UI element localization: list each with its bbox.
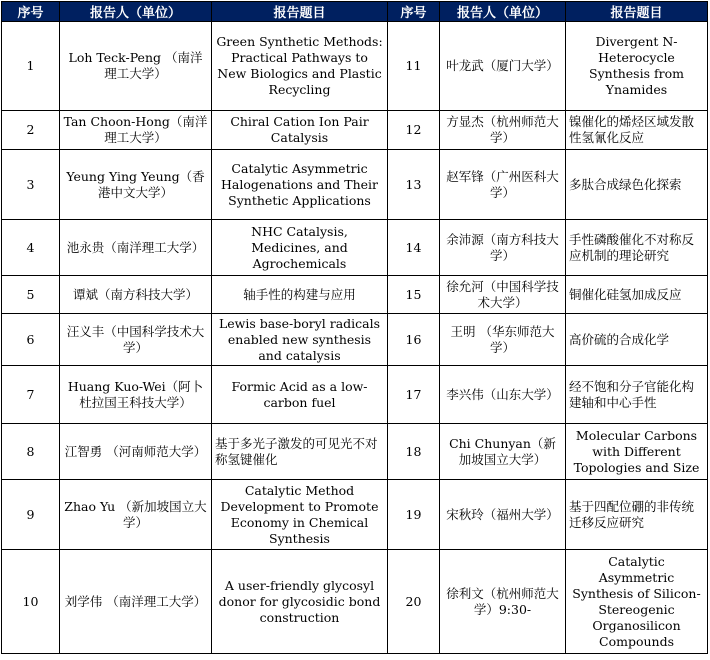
row-number: 13 xyxy=(388,150,440,220)
reporter-cell: 池永贵（南洋理工大学） xyxy=(60,220,212,276)
talk-title: 镍催化的烯烃区域发散性氢氰化反应 xyxy=(566,111,708,150)
header-title: 报告题目 xyxy=(566,2,708,22)
row-number: 4 xyxy=(2,220,60,276)
header-no: 序号 xyxy=(2,2,60,22)
table-row xyxy=(2,550,708,654)
table-row xyxy=(2,111,708,150)
reporter-cell: 叶龙武（厦门大学） xyxy=(440,22,566,111)
header-reporter: 报告人（单位） xyxy=(60,2,212,22)
talk-title: 经不饱和分子官能化构建轴和中心手性 xyxy=(566,366,708,424)
talk-title: 基于多光子激发的可见光不对称氢键催化 xyxy=(212,424,388,480)
reporter-cell: Tan Choon-Hong（南洋理工大学） xyxy=(60,111,212,150)
row-number: 20 xyxy=(388,550,440,654)
talk-title: 手性磷酸催化不对称反应机制的理论研究 xyxy=(566,220,708,276)
row-number: 10 xyxy=(2,550,60,654)
reporter-cell: 刘学伟 （南洋理工大学） xyxy=(60,550,212,654)
talk-title: 基于四配位硼的非传统迁移反应研究 xyxy=(566,480,708,550)
talk-title: Chiral Cation Ion Pair Catalysis xyxy=(212,111,388,150)
row-number: 8 xyxy=(2,424,60,480)
row-number: 11 xyxy=(388,22,440,111)
talk-title: Catalytic Method Development to Promote Economy in Chemical Synthesis xyxy=(212,480,388,550)
reporter-cell: Yeung Ying Yeung（香港中文大学） xyxy=(60,150,212,220)
talk-title: 高价硫的合成化学 xyxy=(566,314,708,366)
row-number: 18 xyxy=(388,424,440,480)
row-number: 17 xyxy=(388,366,440,424)
row-number: 5 xyxy=(2,276,60,314)
talk-title: Catalytic Asymmetric Synthesis of Silicon-Stereogenic Organosilicon Compounds xyxy=(566,550,708,654)
row-number: 19 xyxy=(388,480,440,550)
talk-title: 多肽合成绿色化探索 xyxy=(566,150,708,220)
reporter-cell: Huang Kuo-Wei（阿卜杜拉国王科技大学） xyxy=(60,366,212,424)
talk-title: Green Synthetic Methods: Practical Pathways to New Biologics and Plastic Recycling xyxy=(212,22,388,111)
table-row xyxy=(2,220,708,276)
talk-title: Molecular Carbons with Different Topologies and Size xyxy=(566,424,708,480)
header-no: 序号 xyxy=(388,2,440,22)
row-number: 16 xyxy=(388,314,440,366)
table-row xyxy=(2,480,708,550)
reporter-cell: 王明 （华东师范大学） xyxy=(440,314,566,366)
row-number: 1 xyxy=(2,22,60,111)
reporter-cell: 徐允河（中国科学技术大学） xyxy=(440,276,566,314)
talk-title: NHC Catalysis, Medicines, and Agrochemicals xyxy=(212,220,388,276)
header-row xyxy=(2,2,708,22)
reporter-cell: 江智勇 （河南师范大学） xyxy=(60,424,212,480)
talk-title: 铜催化硅氢加成反应 xyxy=(566,276,708,314)
program-table xyxy=(1,1,708,654)
talk-title: Divergent N-Heterocycle Synthesis from Ynamides xyxy=(566,22,708,111)
table-row xyxy=(2,366,708,424)
table-row xyxy=(2,424,708,480)
table-row xyxy=(2,22,708,111)
reporter-cell: 李兴伟（山东大学） xyxy=(440,366,566,424)
talk-title: Catalytic Asymmetric Halogenations and Their Synthetic Applications xyxy=(212,150,388,220)
row-number: 7 xyxy=(2,366,60,424)
talk-title: Formic Acid as a low-carbon fuel xyxy=(212,366,388,424)
reporter-cell: 余沛源（南方科技大学） xyxy=(440,220,566,276)
row-number: 14 xyxy=(388,220,440,276)
row-number: 12 xyxy=(388,111,440,150)
talk-title: Lewis base-boryl radicals enabled new synthesis and catalysis xyxy=(212,314,388,366)
reporter-cell: 方显杰（杭州师范大学） xyxy=(440,111,566,150)
header-title: 报告题目 xyxy=(212,2,388,22)
reporter-cell: 宋秋玲（福州大学） xyxy=(440,480,566,550)
row-number: 15 xyxy=(388,276,440,314)
talk-title: A user-friendly glycosyl donor for glycosidic bond construction xyxy=(212,550,388,654)
reporter-cell: 谭斌（南方科技大学） xyxy=(60,276,212,314)
reporter-cell: 徐利文（杭州师范大学）9:30- xyxy=(440,550,566,654)
table-row xyxy=(2,314,708,366)
talk-title: 轴手性的构建与应用 xyxy=(212,276,388,314)
row-number: 3 xyxy=(2,150,60,220)
reporter-cell: Chi Chunyan（新加坡国立大学） xyxy=(440,424,566,480)
row-number: 9 xyxy=(2,480,60,550)
reporter-cell: 汪义丰（中国科学技术大学） xyxy=(60,314,212,366)
reporter-cell: Loh Teck-Peng （南洋理工大学） xyxy=(60,22,212,111)
row-number: 2 xyxy=(2,111,60,150)
table-row xyxy=(2,276,708,314)
row-number: 6 xyxy=(2,314,60,366)
reporter-cell: Zhao Yu （新加坡国立大学） xyxy=(60,480,212,550)
header-reporter: 报告人（单位） xyxy=(440,2,566,22)
table-row xyxy=(2,150,708,220)
reporter-cell: 赵军锋（广州医科大学） xyxy=(440,150,566,220)
